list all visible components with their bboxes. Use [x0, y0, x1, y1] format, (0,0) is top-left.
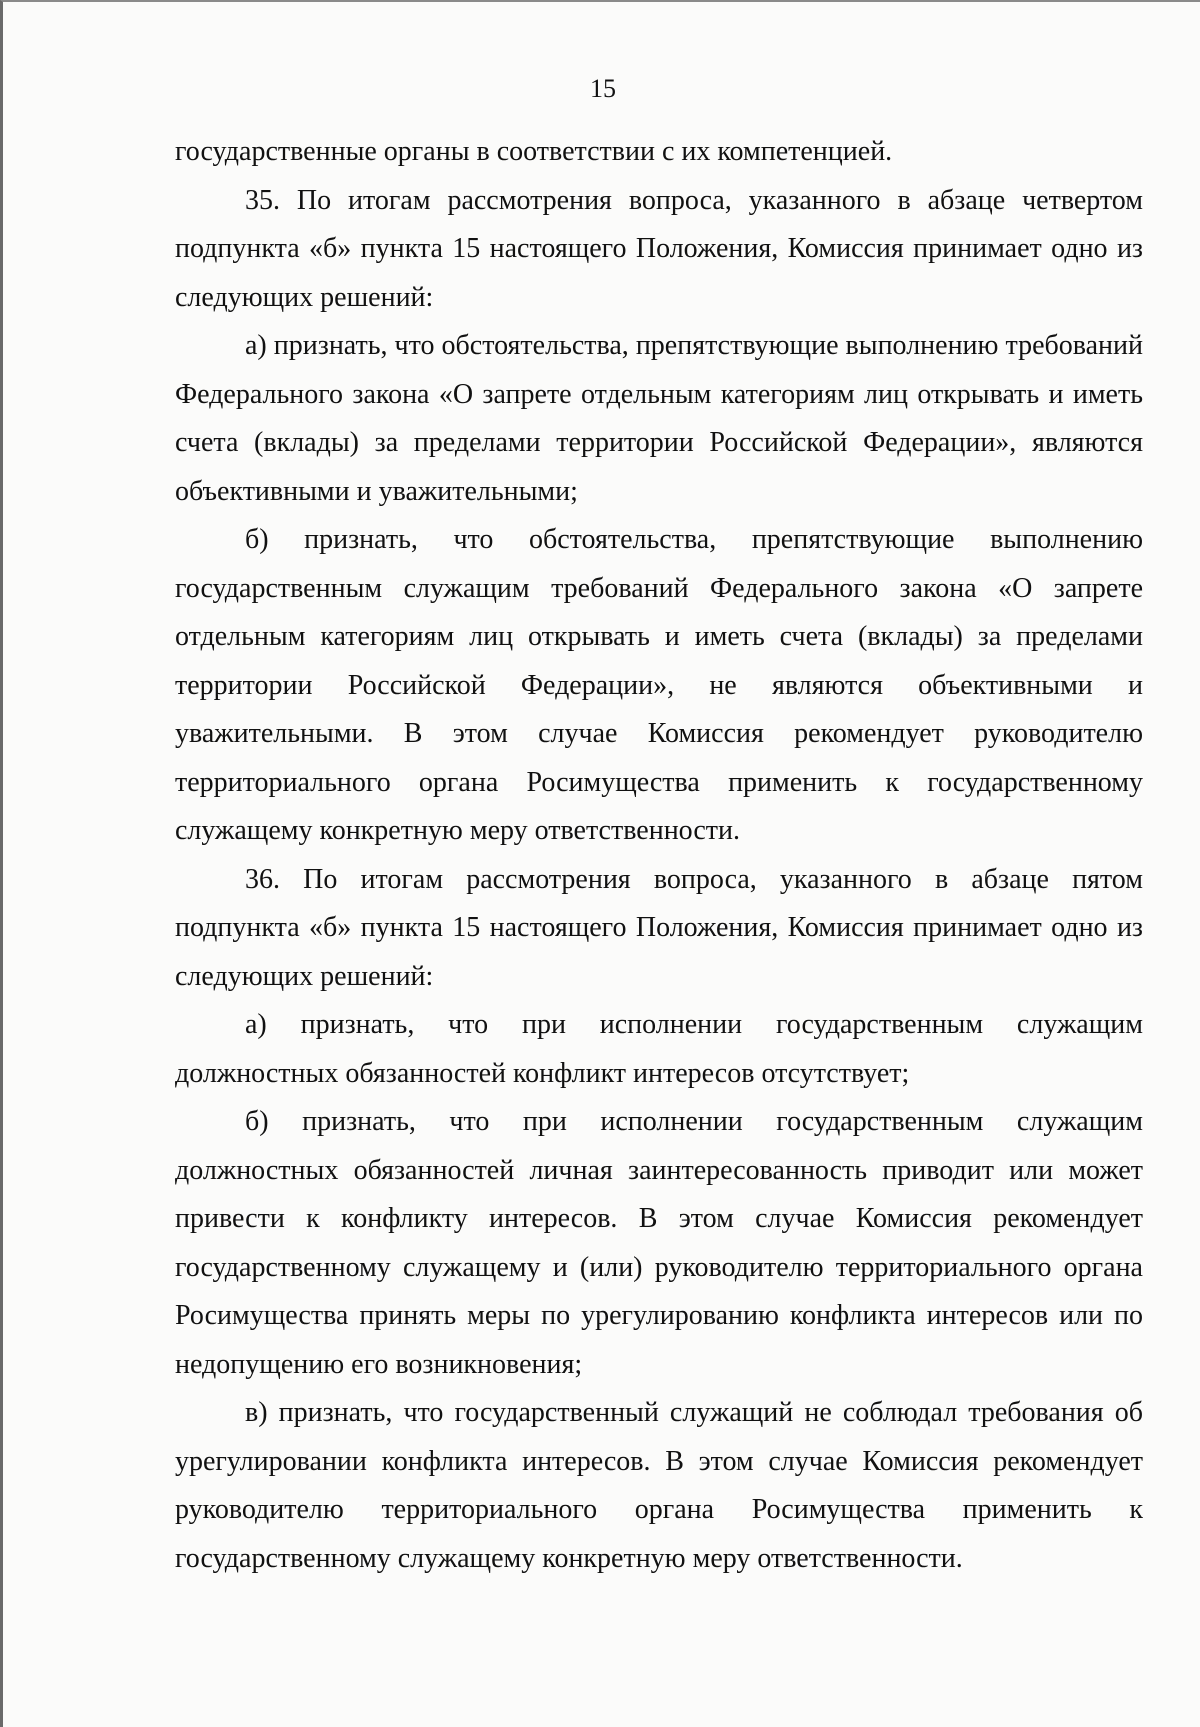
paragraph-36-a: а) признать, что при исполнении государственным служащим должностных обязанностей конфликт интересов отсутствует; — [175, 1009, 1143, 1089]
paragraph-36-b: б) признать, что при исполнении государственным служащим должностных обязанностей личная заинтересованность приводит или может привести к конфликту интересов. В этом случае Комиссия рекомендует государственному служащему и (или) руководителю территориального органа Росимущества принять меры по урегулированию конфликта интересов или по недопущению его возникновения; — [175, 1106, 1143, 1380]
paragraph-35-a: а) признать, что обстоятельства, препятствующие выполнению требований Федерального закона «О запрете отдельным категориям лиц открывать и иметь счета (вклады) за пределами территории Российской Федерации», являются объективными и уважительными; — [175, 330, 1143, 507]
document-body — [175, 128, 1143, 1583]
page-number: 15 — [590, 74, 616, 103]
paragraph-35: 35. По итогам рассмотрения вопроса, указанного в абзаце четвертом подпункта «б» пункта 15 настоящего Положения, Комиссия принимает одно из следующих решений: — [175, 184, 1143, 313]
paragraph-continuation: государственные органы в соответствии с их компетенцией. — [175, 136, 893, 167]
paragraph-36-v: в) признать, что государственный служащий не соблюдал требования об урегулировании конфликта интересов. В этом случае Комиссия рекомендует руководителю территориального органа Росимущества применить к государственному служащему конкретную меру ответственности. — [175, 1397, 1143, 1574]
paragraph-35-b: б) признать, что обстоятельства, препятствующие выполнению государственным служащим требований Федерального закона «О запрете отдельным категориям лиц открывать и иметь счета (вклады) за пределами территории Российской Федерации», не являются объективными и уважительными. В этом случае Комиссия рекомендует руководителю территориального органа Росимущества применить к государственному служащему конкретную меру ответственности. — [175, 524, 1143, 846]
paragraph-36: 36. По итогам рассмотрения вопроса, указанного в абзаце пятом подпункта «б» пункта 15 настоящего Положения, Комиссия принимает одно из следующих решений: — [175, 863, 1143, 992]
